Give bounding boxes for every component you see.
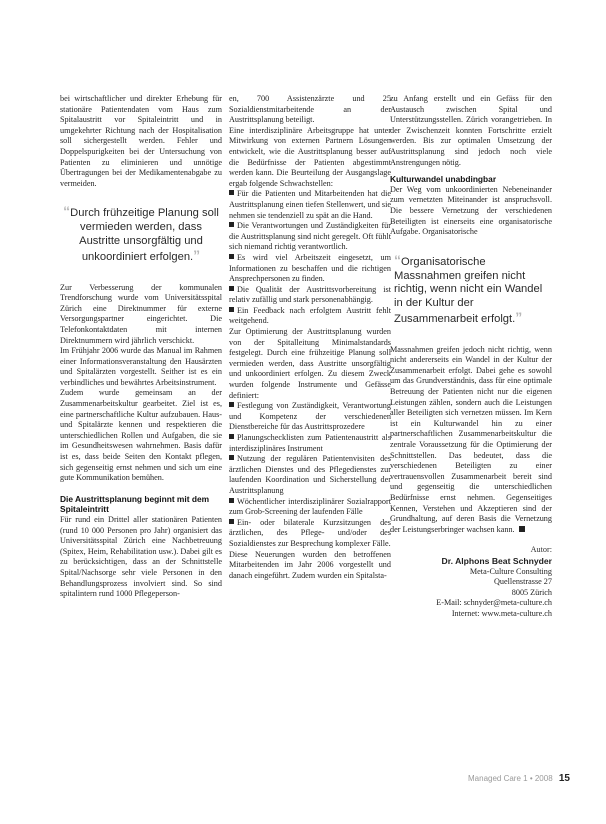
author-block [390, 545, 552, 619]
bullet-square-icon [229, 286, 234, 291]
bullet-item: Es wird viel Arbeitszeit eingesetzt, um Informationen zu beschaffen und die richtigen Ansprechpersonen zu finden. [229, 252, 391, 284]
quote-close-icon: ” [515, 308, 523, 325]
paragraph: en, 700 Assistenzärzte und 25 Sozialdienstmitarbeitende an der Austrittsplanung beteiligt. [229, 94, 391, 125]
column-1 [60, 94, 222, 600]
bullet-item: Ein- oder bilaterale Kurzsitzungen des ärztlichen, des Pflege- und/oder des Sozialdienstes zur Besprechung komplexer Fälle. [229, 517, 391, 548]
author-city: 8005 Zürich [511, 587, 552, 597]
bullet-item: Wöchentlicher interdisziplinärer Sozialrapport zum Grob-Screening der laufenden Fälle [229, 496, 391, 517]
bullet-square-icon [229, 254, 234, 259]
author-street: Quellenstrasse 27 [494, 577, 552, 587]
page-footer [468, 773, 570, 784]
paragraph: Diese Neuerungen wurden den betroffenen Mitarbeitenden im Jahr 2006 vorgestellt und danach eingeführt. Zudem wurden ein Spitalsta- [229, 549, 391, 580]
pull-quote-text: Durch frühzeitige Planung soll vermieden werden, dass Austritte unsorgfältig und unkoordiniert erfolgen. [70, 207, 219, 263]
paragraph: Der Weg vom unkoordinierten Nebeneinander zum vernetzten Miteinander ist anspruchsvoll. Die bessere Vernetzung der verschiedenen Beteiligten ist einerseits eine organisatorische Aufgabe. Organisatorische [390, 184, 552, 237]
paragraph: Zudem wurde gemeinsam an der Zusammenarbeitskultur gearbeitet. Ziel ist es, eine partnerschaftliche Kultur aufzubauen. Haus- und Spitalärzte kennen und respektieren die unterschiedlichen Rollen und Aufgaben, die sie im Gesundheitswesen wahrnehmen. Basis dafür ist es, dass beide Seiten den Kontakt pflegen, sich gegenseitig ernst nehmen und sich um eine gute Kommunikation bemühen. [60, 388, 222, 483]
bullet-square-icon [229, 222, 234, 227]
quote-open-icon: “ [63, 203, 71, 220]
bullet-item: Planungschecklisten zum Patientenaustritt als interdisziplinäres Instrument [229, 433, 391, 453]
bullet-item: Die Verantwortungen und Zuständigkeiten für die Austrittsplanung sind nicht geregelt. Oft fühlt sich niemand richtig verantwortlich. [229, 221, 391, 252]
pull-quote [60, 205, 222, 264]
bullet-square-icon [229, 519, 234, 524]
pull-quote [390, 251, 552, 327]
author-website: Internet: www.meta-culture.ch [451, 608, 552, 618]
column-3 [390, 94, 552, 620]
paragraph: Eine interdisziplinäre Arbeitsgruppe hat unter Mitwirkung von externen Partnern Lösungen entwickelt, wie die Austrittsplanung besser auf die Bedürfnisse der Patienten abgestimmt werden kann. Die Beurteilung der Ausgangslage ergab folgende Schwachstellen: [229, 125, 391, 188]
paragraph: zu Anfang erstellt und ein Gefäss für den Austausch zwischen Spital und Unterstützungsstellen. Zürich vorangetrieben. In der Zwischenzeit konnten Fortschritte erzielt werden. Bis zur optimalen Umsetzung der Austrittsplanung sind jedoch noch viele Anstrengungen nötig. [390, 94, 552, 167]
section-heading: Kulturwandel unabdingbar [390, 174, 497, 185]
bullet-item: Nutzung der regulären Patientenvisiten des ärztlichen Dienstes und des Pflegedienstes zur laufenden Koordination und Sicherstellung der Austrittsplanung [229, 454, 391, 495]
bullet-item: Festlegung von Zuständigkeit, Verantwortung und Kompetenz der verschiedenen Dienstbereiche für das Austrittsprozedere [229, 401, 391, 432]
bullet-square-icon [229, 498, 234, 503]
end-of-article-icon [519, 526, 525, 532]
page-number: 15 [558, 773, 570, 784]
bullet-square-icon [229, 455, 234, 460]
paragraph: Zur Optimierung der Austrittsplanung wurden von der Spitalleitung Minimalstandards festgelegt. Durch eine frühzeitige Planung soll vermieden werden, dass Austritte unsorgfältig und unkoordiniert erfolgen. Zu diesem Zweck wurden folgende Instrumente und Gefässe definiert: [229, 327, 391, 400]
paragraph: Im Frühjahr 2006 wurde das Manual im Rahmen einer Informationsveranstaltung den Hausärzten und Spitalärzten vorgestellt. Seither ist es ein verbindliches und bewährtes Arbeitsinstrument. [60, 346, 222, 387]
pull-quote-text: Organisatorische Massnahmen greifen nicht richtig, wenn nicht ein Wandel in der Kultur der Zusammenarbeit erfolgt. [394, 255, 543, 325]
bullet-item: Ein Feedback nach erfolgtem Austritt fehlt weitgehend. [229, 305, 391, 326]
bullet-square-icon [229, 402, 234, 407]
bullet-square-icon [229, 434, 234, 439]
column-2 [229, 94, 391, 581]
paragraph: Für rund ein Drittel aller stationären Patienten (rund 10 000 Personen pro Jahr) organisiert das Universitätsspital Zürich eine Nachbetreuung (Spitex, Heim, Rehabilitation usw.). Dabei gilt es zu berücksichtigen, dass an der Schnittstelle Spital/Nachsorge sehr viele Personen in den Behandlungsprozess involviert sind. So sind spitalintern rund 1000 Pflegeperson- [60, 515, 222, 599]
bullet-square-icon [229, 307, 234, 312]
author-company: Meta-Culture Consulting [469, 566, 552, 576]
bullet-item: Die Qualität der Austrittsvorbereitung ist relativ zufällig und stark personenabhängig. [229, 284, 391, 305]
paragraph: Zur Verbesserung der kommunalen Trendforschung wurde vom Universitätsspital Zürich eine Direktnummer für externe Versorgungspartner eingerichtet. Die Telefonkontaktdaten mit internen Direktnummern wird jährlich verschickt. [60, 282, 222, 345]
author-email: E-Mail: schnyder@meta-culture.ch [436, 598, 552, 608]
bullet-square-icon [229, 190, 234, 195]
author-role: Autor: [530, 545, 552, 555]
bullet-item: Für die Patienten und Mitarbeitenden hat die Austrittsplanung einen tiefen Stellenwert, und sie nehmen sie tendenziell zu spät an die Hand. [229, 189, 391, 220]
author-name: Dr. Alphons Beat Schnyder [441, 555, 552, 566]
quote-close-icon: ” [193, 246, 201, 263]
footer-source: Managed Care 1 • 2008 [468, 774, 553, 783]
section-heading: Die Austrittsplanung beginnt mit dem Spitaleintritt [60, 493, 210, 515]
paragraph: bei wirtschaftlicher und direkter Erhebung für stationäre Patientendaten vom Haus zum Spitalaustritt vor Spitaleintritt und in umgekehrter Richtung nach der Hospitalisation soll sichergestellt werden. Fehler und Doppelspurigkeiten bei der Untersuchung von Patienten zu eliminieren und unnötige Übertragungen bei der Medikamentenabgabe zu vermeiden. [60, 94, 222, 188]
paragraph: Massnahmen greifen jedoch nicht richtig, wenn nicht andererseits ein Wandel in der Kultur der Zusammenarbeit erfolgt. Dabei gehe es sowohl um das Grundverständnis, dass für eine optimale Betreuung der Patienten nicht nur die eigenen Leistungen zählen, sondern auch die Leistungen aller Beteiligten sich vernetzen müssen. Im Kern ist ein Kulturwandel hin zu einer partnerschaftlichen Zusammenarbeitskultur die zentrale Voraussetzung für die Optimierung der Schnittstellen. Das bedeutet, dass die verschiedenen Beteiligten zu einer vertrauensvollen Zusammenarbeit bereit sind und gegenseitig die unterschiedlichen Bedürfnisse ernst nehmen. Gegenseitiges Kennen, Verstehen und Akzeptieren sind der Grundhaltung, auf deren Basis die Vernetzung der Leistungserbringer wachsen kann. [390, 344, 552, 534]
quote-open-icon: “ [394, 251, 401, 268]
